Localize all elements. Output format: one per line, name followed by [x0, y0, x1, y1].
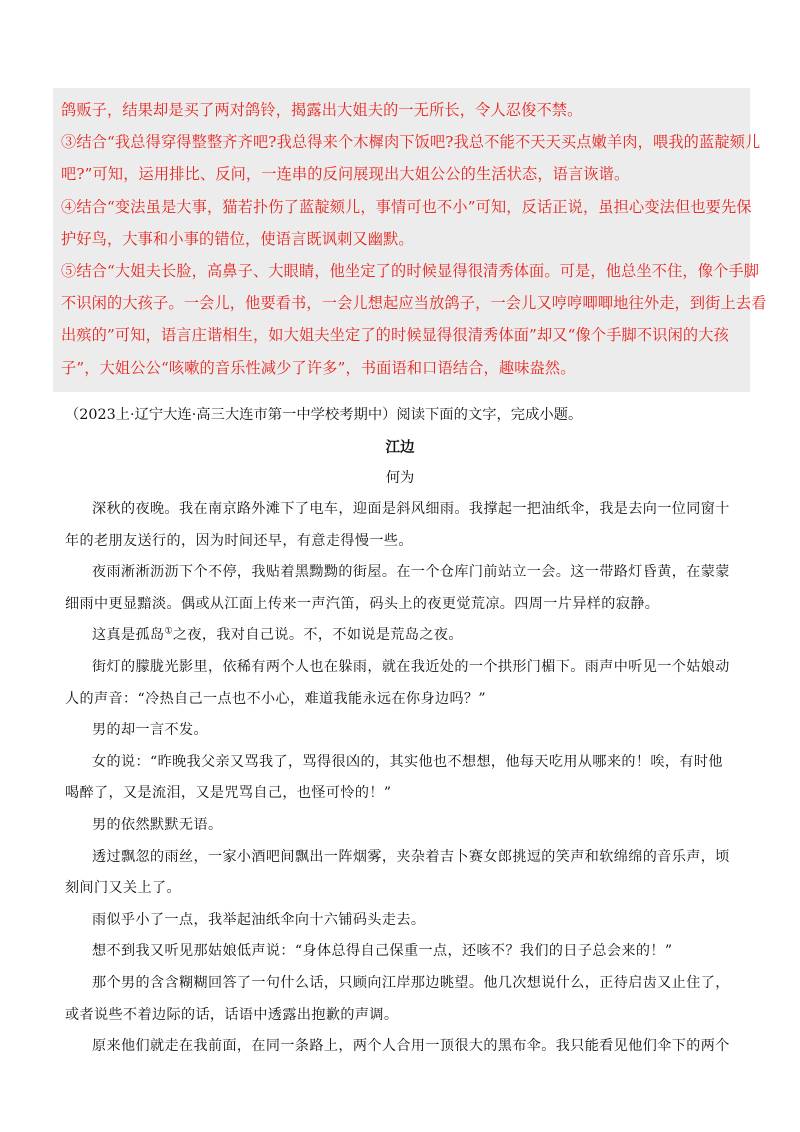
paragraph-text: 之夜，我对自己说。不，不如说是荒岛之夜。 — [172, 627, 463, 644]
answer-line: ③结合“我总得穿得整整齐齐吧?我总得来个木樨肉下饭吧?我总不能不天天买点嫩羊肉，喂我的蓝靛颏儿 — [61, 133, 761, 152]
paragraph-line: 或者说些不着边际的话，话语中透露出抱歉的声调。 — [65, 1006, 399, 1023]
paragraph-line: 雨似乎小了一点，我举起油纸伞向十六铺码头走去。 — [92, 911, 426, 928]
footnote-marker[interactable]: ① — [164, 626, 173, 637]
paragraph-line: 年的老朋友送行的，因为时间还早，有意走得慢一些。 — [65, 532, 413, 549]
article-body — [65, 494, 737, 1063]
paragraph-line: 深秋的夜晚。我在南京路外滩下了电车，迎面是斜风细雨。我撑起一把油纸伞，我是去向一位同窗十 — [92, 501, 730, 517]
paragraph-text: 这真是孤岛 — [92, 627, 165, 644]
answer-line: 出殡的”可知，语言庄谐相生，如大姐夫坐定了的时候显得很清秀体面”却又“像个手脚不识闲的大孩 — [61, 326, 729, 345]
answer-line: 护好鸟，大事和小事的错位，使语言既讽刺又幽默。 — [61, 229, 414, 248]
paragraph-line: 男的依然默默无语。 — [92, 816, 223, 833]
paragraph-line: 男的却一言不发。 — [92, 722, 208, 739]
paragraph-line — [65, 620, 737, 652]
paragraph-line: 想不到我又听见那姑娘低声说：“身体总得自己保重一点，还咳不？我们的日子总会来的！” — [92, 943, 673, 960]
answer-line: ⑤结合“大姐夫长脸，高鼻子、大眼睛，他坐定了的时候显得很清秀体面。可是，他总坐不住，像个手脚 — [61, 262, 760, 281]
paragraph-line: 喝醉了，又是流泪，又是咒骂自己，也怪可怜的！” — [65, 785, 392, 802]
question-source: （2023上·辽宁大连·高三大连市第一中学校考期中）阅读下面的文字，完成小题。 — [65, 407, 583, 423]
paragraph-line: 原来他们就走在我前面，在同一条路上，两个人合用一顶很大的黑布伞。我只能看见他们伞下的两个 — [92, 1038, 730, 1055]
paragraph-line: 夜雨淅淅沥沥下个不停，我贴着黑黝黝的街屋。在一个仓库门前站立一会。这一带路灯昏黄，在蒙蒙 — [92, 564, 730, 581]
paragraph-line: 那个男的含含糊糊回答了一句什么话，只顾向江岸那边眺望。他几次想说什么，正待启齿又止住了， — [92, 974, 730, 991]
article-title: 江边 — [385, 439, 415, 456]
article-author: 何为 — [385, 470, 415, 486]
answer-analysis-block — [53, 88, 767, 392]
paragraph-line: 人的声音：“冷热自己一点也不小心，难道我能永远在你身边吗？” — [65, 690, 487, 707]
paragraph-line: 刻间门又关上了。 — [65, 880, 181, 897]
paragraph-line: 街灯的朦胧光影里，依稀有两个人也在躲雨，就在我近处的一个拱形门楣下。雨声中听见一个姑娘动 — [92, 658, 730, 675]
paragraph-line: 女的说：“昨晚我父亲又骂我了，骂得很凶的，其实他也不想想，他每天吃用从哪来的！唉，有时他 — [92, 753, 723, 770]
paragraph-line: 细雨中更显黯淡。偶或从江面上传来一声汽笛，码头上的夜更觉荒凉。四周一片异样的寂静。 — [65, 595, 660, 612]
answer-line: 鸽贩子，结果却是买了两对鸽铃，揭露出大姐夫的一无所长，令人忍俊不禁。 — [61, 101, 583, 119]
answer-line: ④结合“变法虽是大事，猫若扑伤了蓝靛颏儿，事情可也不小”可知，反话正说，虽担心变法但也要先保 — [61, 197, 752, 216]
answer-line: 吧?”可知，运用排比、反问，一连串的反问展现出大姐公公的生活状态，语言诙谐。 — [61, 165, 630, 184]
answer-line: 不识闲的大孩子。一会儿，他要看书，一会儿想起应当放鸽子，一会儿又哼哼唧唧地往外走，到街上去看 — [61, 294, 767, 313]
answer-line: 子”，大姐公公“咳嗽的音乐性减少了许多”，书面语和口语结合，趣味盎然。 — [61, 358, 576, 377]
paragraph-line: 透过飘忽的雨丝，一家小酒吧间飘出一阵烟雾，夹杂着吉卜赛女郎挑逗的笑声和软绵绵的音乐声，顷 — [92, 848, 730, 865]
